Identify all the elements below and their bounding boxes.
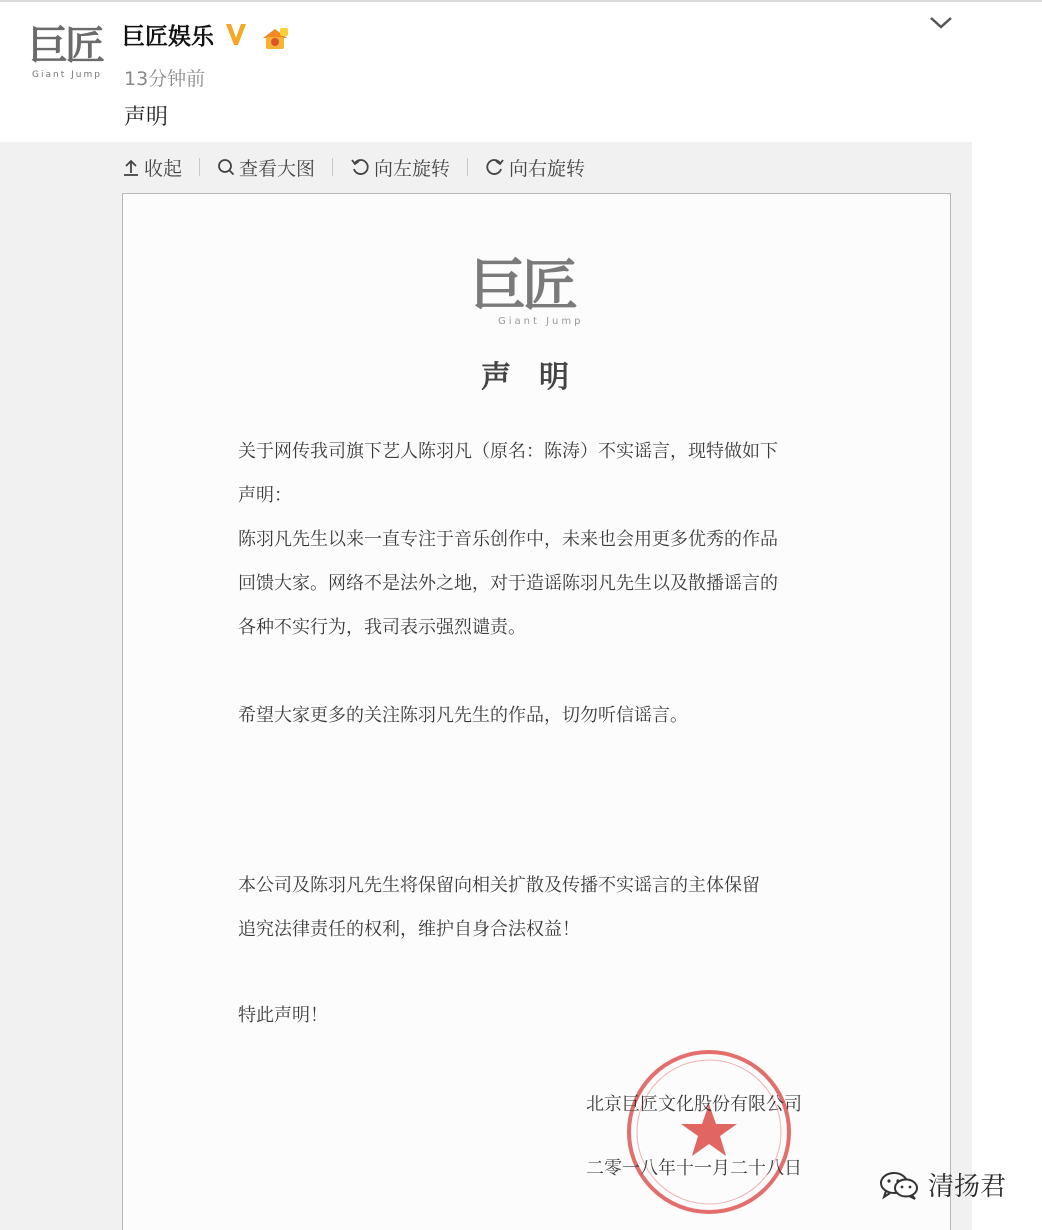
toolbar-separator bbox=[467, 158, 468, 176]
company-logo-text: 巨匠 bbox=[470, 253, 574, 319]
watermark-text: 清扬君 bbox=[928, 1172, 1007, 1202]
document-title: 声明 bbox=[481, 360, 597, 395]
toolbar-separator bbox=[199, 158, 200, 176]
avatar-logo-sub: Giant Jump bbox=[32, 70, 102, 80]
rotate-right-button[interactable] bbox=[485, 154, 585, 181]
post-time: 13分钟前 bbox=[124, 68, 206, 90]
company-logo bbox=[470, 253, 600, 331]
watermark bbox=[878, 1166, 1006, 1203]
paragraph-line: 关于网传我司旗下艺人陈羽凡（原名：陈涛）不实谣言，现特做如下 bbox=[238, 441, 778, 462]
paragraph-line: 本公司及陈羽凡先生将保留向相关扩散及传播不实谣言的主体保留 bbox=[238, 875, 760, 896]
company-logo-sub: Giant Jump bbox=[498, 316, 584, 327]
verified-v-icon bbox=[224, 20, 248, 48]
document-date: 二零一八年十一月二十八日 bbox=[586, 1158, 802, 1179]
avatar-logo: 巨匠 bbox=[28, 22, 102, 69]
rotate-left-icon bbox=[350, 157, 370, 177]
paragraph-line: 陈羽凡先生以来一直专注于音乐创作中，未来也会用更多优秀的作品 bbox=[238, 529, 778, 550]
top-divider bbox=[0, 0, 1042, 2]
company-seal-icon bbox=[623, 1046, 795, 1218]
collapse-label: 收起 bbox=[144, 157, 183, 180]
paragraph-line: 特此声明！ bbox=[238, 1005, 328, 1026]
toolbar-separator bbox=[332, 158, 333, 176]
chevron-down-icon[interactable] bbox=[928, 14, 954, 32]
view-large-button[interactable] bbox=[217, 154, 315, 181]
vip-badge-icon bbox=[260, 26, 290, 50]
paragraph-line: 希望大家更多的关注陈羽凡先生的作品，切勿听信谣言。 bbox=[238, 705, 688, 726]
collapse-button[interactable] bbox=[122, 154, 182, 181]
paragraph-line: 回馈大家。网络不是法外之地，对于造谣陈羽凡先生以及散播谣言的 bbox=[238, 573, 778, 594]
statement-document-image[interactable] bbox=[122, 193, 951, 1230]
paragraph-line: 声明： bbox=[238, 485, 292, 506]
image-toolbar bbox=[122, 152, 585, 182]
rotate-right-icon bbox=[485, 157, 505, 177]
wechat-icon bbox=[878, 1169, 920, 1201]
avatar[interactable] bbox=[24, 20, 108, 90]
author-name[interactable]: 巨匠娱乐 bbox=[122, 24, 214, 50]
magnifier-icon bbox=[217, 157, 235, 177]
post-text: 声明 bbox=[124, 105, 169, 130]
rotate-left-button[interactable] bbox=[350, 154, 450, 181]
collapse-arrow-icon bbox=[122, 157, 140, 177]
rotate-left-label: 向左旋转 bbox=[374, 157, 451, 180]
rotate-right-label: 向右旋转 bbox=[509, 157, 586, 180]
paragraph-line: 追究法律责任的权利，维护自身合法权益！ bbox=[238, 919, 580, 940]
paragraph-line: 各种不实行为，我司表示强烈谴责。 bbox=[238, 617, 526, 638]
company-signature: 北京巨匠文化股份有限公司 bbox=[586, 1094, 802, 1115]
view-large-label: 查看大图 bbox=[239, 157, 316, 180]
